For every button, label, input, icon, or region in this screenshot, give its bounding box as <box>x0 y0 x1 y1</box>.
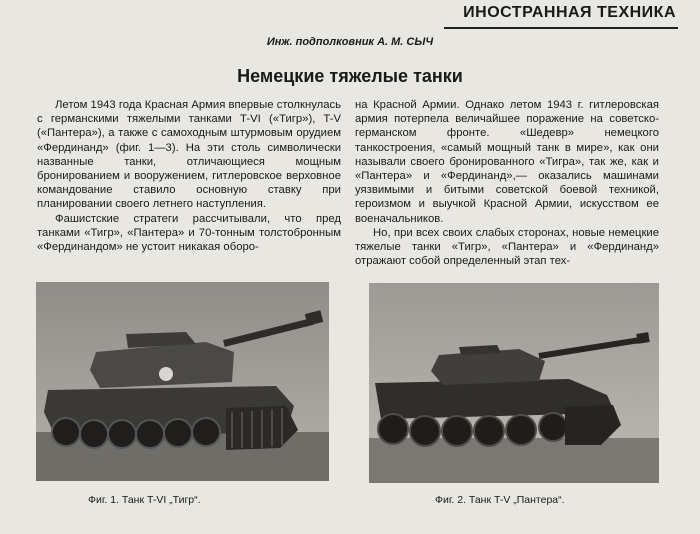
figure-caption: Фиг. 1. Танк T-VI „Тигр“. <box>88 494 201 506</box>
text-column-left <box>37 98 341 254</box>
article-title: Немецкие тяжелые танки <box>237 66 463 86</box>
tiger-tank-icon <box>36 282 329 481</box>
section-rule <box>444 27 678 29</box>
paragraph: Но, при всех своих слабых сторонах, новые немецкие тяжелые танки «Тигр», «Пантера» и «Фердинанд» отражают собой определенный этап тех- <box>355 226 659 268</box>
paragraph: Летом 1943 года Красная Армия впервые столкнулась с германскими тяжелыми танками T-VI («Тигр»), T-V («Пантера»), а также с самоходным штурмовым орудием «Фердинанд» (фиг. 1—3). На эти столь символически названные танки, отличающиеся мощным бронированием и вооружением, гитлеровское верховное командование ставило основную ставку при планировании своего летнего наступления. <box>37 99 342 211</box>
section-heading: ИНОСТРАННАЯ ТЕХНИКА <box>463 4 676 21</box>
figure-caption: Фиг. 2. Танк T-V „Пантера“. <box>435 494 565 506</box>
article-author: Инж. подполковник А. М. СЫЧ <box>266 36 434 48</box>
paragraph: на Красной Армии. Однако летом 1943 г. гитлеровская армия потерпела величайшее поражение на советско-германском фронте. «Шедевр» немецкого танкостроения, «самый мощный танк в мире», как они называли своего бронированного «Тигра», так же, как и «Пантера» и «Фердинанд»,— оказались машинами уязвимыми и битыми советской боевой техникой, героизмом и выучкой Красной Армии, искусством ее военачальников. <box>355 99 659 225</box>
figure-panther-photo <box>369 283 659 483</box>
panther-tank-icon <box>369 283 659 483</box>
figure-tiger-photo <box>36 282 329 481</box>
text-column-right <box>355 98 659 268</box>
paragraph: Фашистские стратеги рассчитывали, что пред танками «Тигр», «Пантера» и 70-тонным толстобронным «Фердинандом» не устоит никакая оборо- <box>37 212 341 254</box>
